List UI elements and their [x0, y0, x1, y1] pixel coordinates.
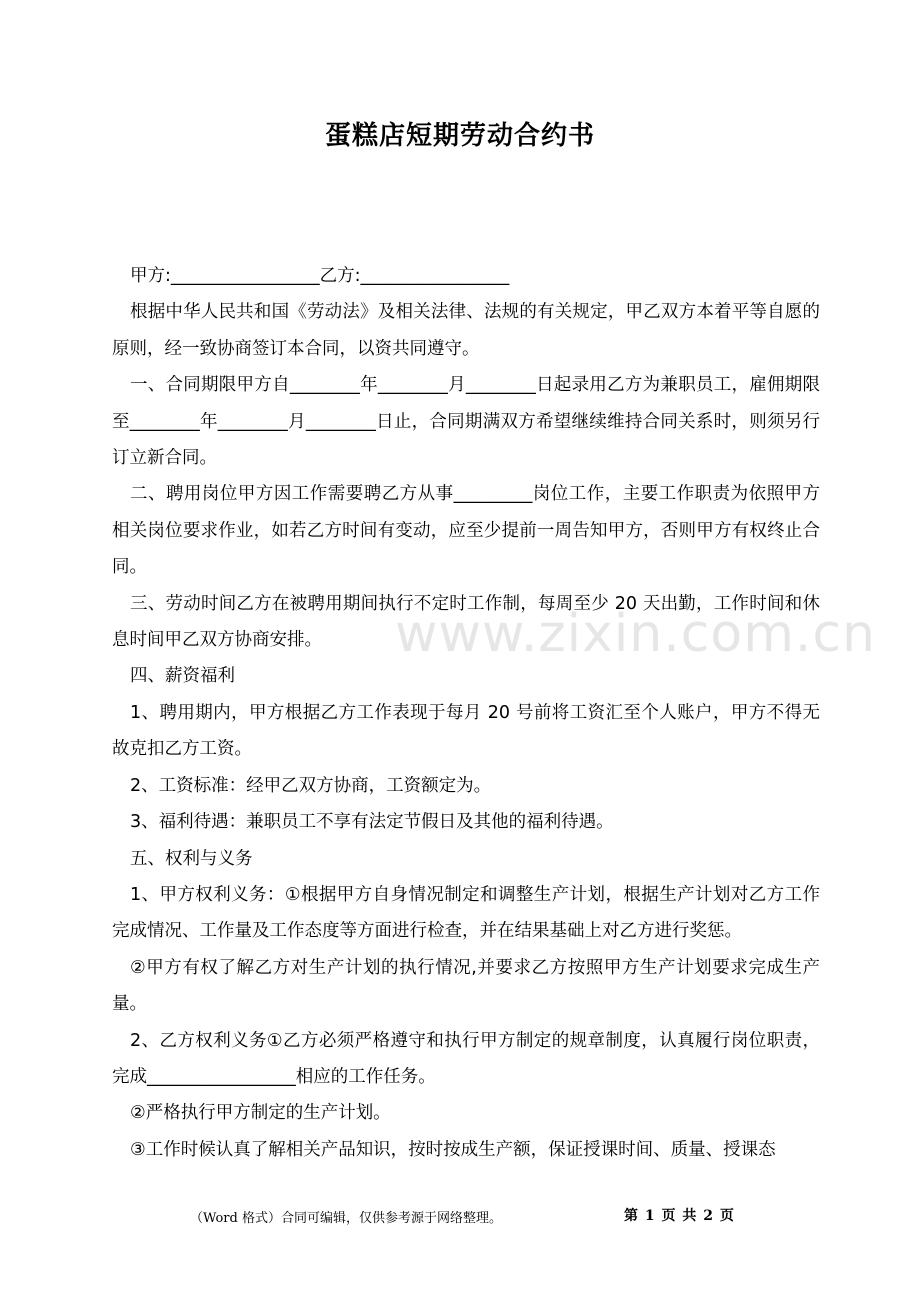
paragraph-salary-1: 1、聘用期内，甲方根据乙方工作表现于每月 20 号前将工资汇至个人账户，甲方不得无故克扣乙方工资。: [112, 702, 820, 760]
page-number: 第 1 页 共 2 页: [624, 1208, 735, 1224]
paragraph-parties: 甲方:_________________乙方:_________________: [130, 266, 510, 286]
document-body: [112, 258, 820, 1168]
paragraph-term: 一、合同期限甲方自________年________月________日起录用乙方为兼职员工，雇佣期限至________年________月________日止，合同期满双方希望继续维持合同关系时，则须另行订立新合同。: [112, 375, 820, 469]
document-title: 蛋糕店短期劳动合约书: [324, 121, 595, 151]
footer-note: （Word 格式）合同可编辑，仅供参考源于网络整理。: [190, 1211, 502, 1226]
paragraph-salary-2: 2、工资标准：经甲乙双方协商，工资额定为。: [130, 775, 492, 796]
paragraph-position: 二、聘用岗位甲方因工作需要聘乙方从事_________岗位工作，主要工作职责为依照甲方相关岗位要求作业，如若乙方时间有变动，应至少提前一周告知甲方，否则甲方有权终止合同。: [112, 484, 820, 578]
paragraph-preamble: 根据中华人民共和国《劳动法》及相关法律、法规的有关规定，甲乙双方本着平等自愿的原则，经一致协商签订本合同，以资共同遵守。: [112, 302, 820, 359]
paragraph-rights-a2: ②甲方有权了解乙方对生产计划的执行情况,并要求乙方按照甲方生产计划要求完成生产量。: [112, 957, 820, 1015]
paragraph-rights-b3: ③工作时候认真了解相关产品知识，按时按成生产额，保证授课时间、质量、授课态: [130, 1139, 776, 1160]
paragraph-rights-b2: ②严格执行甲方制定的生产计划。: [130, 1103, 391, 1124]
watermark: www.zixin.com.cn: [395, 604, 876, 664]
paragraph-hours: 三、劳动时间乙方在被聘用期间执行不定时工作制，每周至少 20 天出勤，工作时间和休息时间甲乙双方协商安排。: [112, 593, 820, 651]
heading-salary: 四、薪资福利: [130, 666, 235, 687]
paragraph-salary-3: 3、福利待遇：兼职员工不享有法定节假日及其他的福利待遇。: [130, 812, 614, 833]
paragraph-rights-b1: 2、乙方权利义务①乙方必须严格遵守和执行甲方制定的规章制度，认真履行岗位职责，完成_________________相应的工作任务。: [112, 1030, 820, 1087]
heading-rights: 五、权利与义务: [130, 848, 253, 869]
paragraph-rights-a1: 1、甲方权利义务：①根据甲方自身情况制定和调整生产计划，根据生产计划对乙方工作完成情况、工作量及工作态度等方面进行检查，并在结果基础上对乙方进行奖惩。: [112, 884, 820, 942]
